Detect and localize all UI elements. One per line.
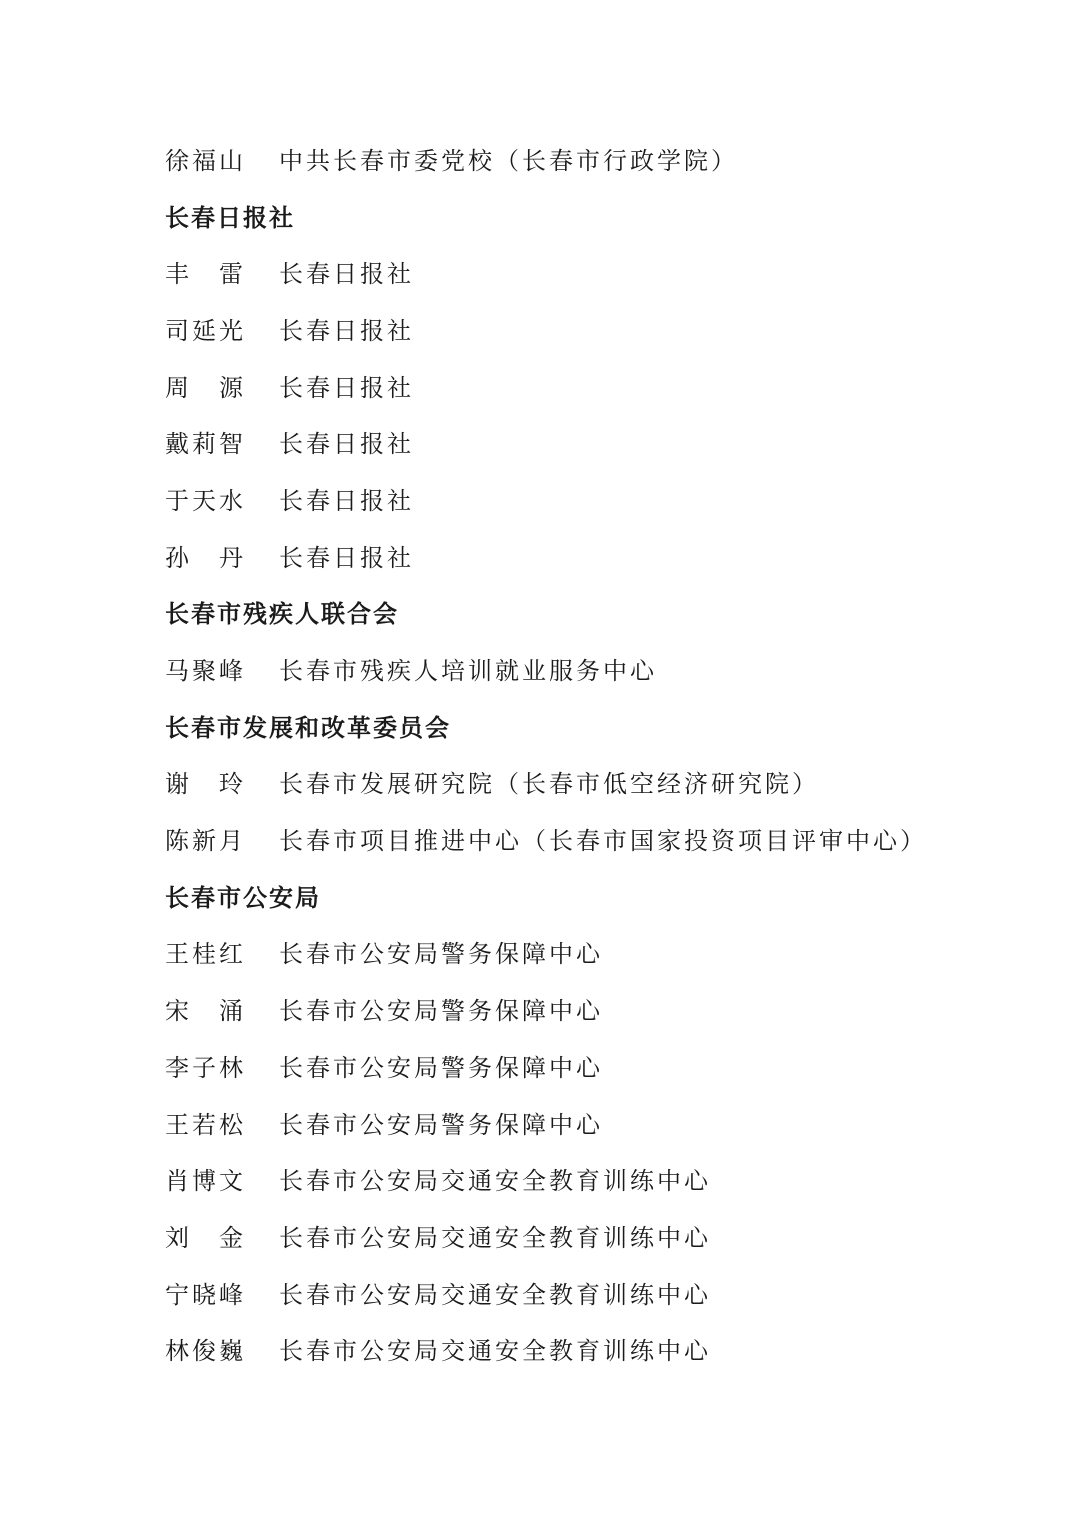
person-organization: 长春日报社 — [279, 543, 414, 572]
person-name: 孙 丹 — [165, 543, 246, 572]
list-item — [165, 754, 985, 811]
person-organization: 长春市公安局警务保障中心 — [279, 1110, 603, 1139]
person-organization: 长春市项目推进中心（长春市国家投资项目评审中心） — [279, 827, 927, 856]
list-item — [165, 1207, 985, 1264]
person-organization: 长春日报社 — [279, 430, 414, 459]
person-name: 司延光 — [165, 316, 246, 345]
section-heading: 长春市发展和改革委员会 — [165, 712, 451, 742]
list-item — [165, 1320, 985, 1377]
person-organization: 中共长春市委党校（长春市行政学院） — [279, 146, 738, 175]
list-item — [165, 527, 985, 584]
person-organization: 长春市公安局交通安全教育训练中心 — [279, 1280, 711, 1309]
person-name: 戴莉智 — [165, 430, 246, 459]
person-name: 李子林 — [165, 1053, 246, 1082]
person-organization: 长春市公安局警务保障中心 — [279, 997, 603, 1026]
list-item — [165, 1094, 985, 1151]
list-item — [165, 300, 985, 357]
person-organization: 长春日报社 — [279, 316, 414, 345]
person-name: 宋 涌 — [165, 997, 246, 1026]
person-organization: 长春市发展研究院（长春市低空经济研究院） — [279, 770, 819, 799]
person-organization: 长春市公安局警务保障中心 — [279, 1053, 603, 1082]
section-heading: 长春市残疾人联合会 — [165, 599, 399, 629]
person-organization: 长春市公安局交通安全教育训练中心 — [279, 1167, 711, 1196]
person-organization: 长春市公安局交通安全教育训练中心 — [279, 1223, 711, 1252]
person-name: 徐福山 — [165, 146, 246, 175]
person-name: 周 源 — [165, 373, 246, 402]
person-organization: 长春市残疾人培训就业服务中心 — [279, 657, 657, 686]
list-item — [165, 810, 985, 867]
section-heading: 长春市公安局 — [165, 882, 321, 912]
person-name: 陈新月 — [165, 827, 246, 856]
person-name: 马聚峰 — [165, 657, 246, 686]
list-item — [165, 924, 985, 981]
person-organization: 长春日报社 — [279, 260, 414, 289]
person-name: 于天水 — [165, 486, 246, 515]
person-organization: 长春日报社 — [279, 486, 414, 515]
list-item — [165, 1264, 985, 1321]
person-name: 丰 雷 — [165, 260, 246, 289]
section-heading: 长春日报社 — [165, 202, 295, 232]
person-name: 谢 玲 — [165, 770, 246, 799]
list-item — [165, 243, 985, 300]
person-name: 林俊巍 — [165, 1337, 246, 1366]
person-organization: 长春市公安局警务保障中心 — [279, 940, 603, 969]
list-item — [165, 1037, 985, 1094]
person-organization: 长春市公安局交通安全教育训练中心 — [279, 1337, 711, 1366]
list-item — [165, 980, 985, 1037]
list-item — [165, 1150, 985, 1207]
list-item — [165, 357, 985, 414]
person-organization: 长春日报社 — [279, 373, 414, 402]
document-body — [165, 130, 985, 1377]
person-name: 刘 金 — [165, 1223, 246, 1252]
person-name: 宁晓峰 — [165, 1280, 246, 1309]
list-item — [165, 413, 985, 470]
list-item — [165, 640, 985, 697]
list-item — [165, 130, 985, 187]
person-name: 王若松 — [165, 1110, 246, 1139]
person-name: 肖博文 — [165, 1167, 246, 1196]
person-name: 王桂红 — [165, 940, 246, 969]
list-item — [165, 470, 985, 527]
